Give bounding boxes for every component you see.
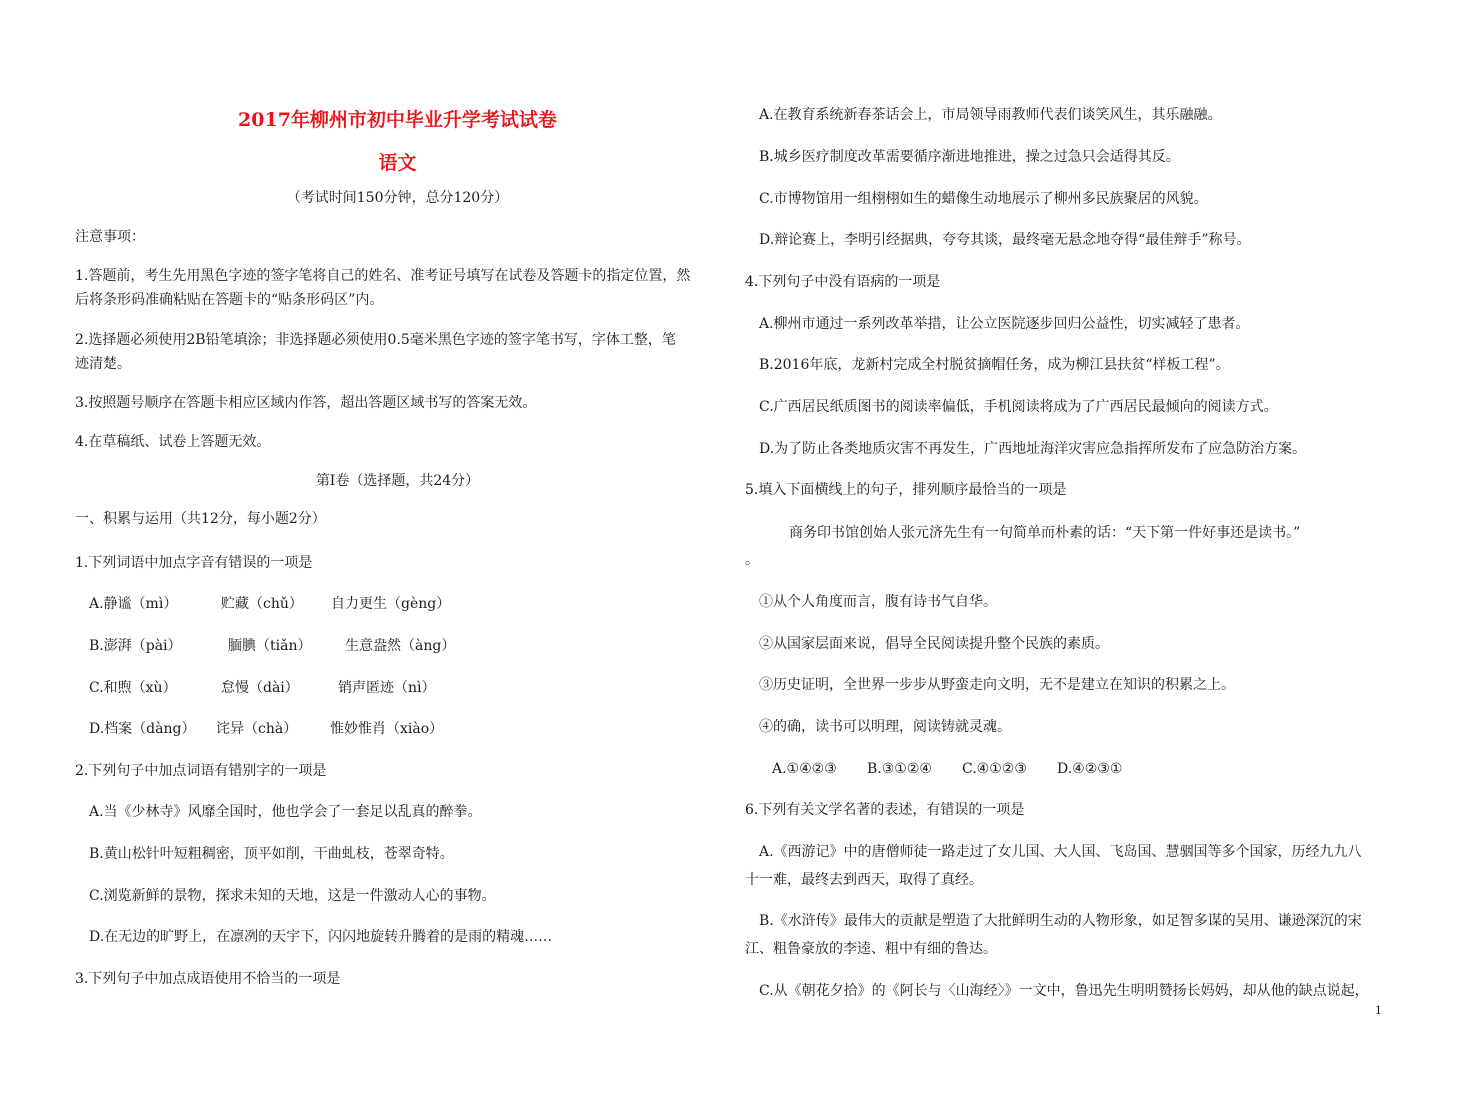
q2-option-a: A.当《少林寺》风靡全国时，他也学会了一套足以乱真的醉拳。 xyxy=(89,804,482,820)
notice-item-2-line-2: 迹清楚。 xyxy=(75,356,131,372)
q1-b-word-2: 腼腆（tiǎn） xyxy=(228,638,312,654)
q6-stem: 6.下列有关文学名著的表述，有错误的一项是 xyxy=(745,802,1025,818)
q2-option-c: C.浏览新鲜的景物，探求未知的天地，这是一件激动人心的事物。 xyxy=(89,888,496,904)
q1-c-word-2: 怠慢（dài） xyxy=(221,680,299,696)
q1-b-word-3: 生意盎然（àng） xyxy=(345,638,456,654)
q1-d-word-3: 惟妙惟肖（xiào） xyxy=(330,721,444,737)
q5-sentence-4: ④的确，读书可以明理，阅读铸就灵魂。 xyxy=(759,719,1011,735)
q5-sentence-1: ①从个人角度而言，腹有诗书气自华。 xyxy=(759,594,997,610)
notice-item-4: 4.在草稿纸、试卷上答题无效。 xyxy=(75,434,271,450)
exam-title: 2017年柳州市初中毕业升学考试试卷 xyxy=(238,109,557,131)
notice-item-3: 3.按照题号顺序在答题卡相应区域内作答，超出答题区域书写的答案无效。 xyxy=(75,395,537,411)
q2-option-b: B.黄山松针叶短粗稠密，顶平如削，干曲虬枝，苍翠奇特。 xyxy=(89,846,454,862)
notice-item-1-line-2: 后将条形码准确粘贴在答题卡的“贴条形码区”内。 xyxy=(75,292,384,308)
q6-option-c-line-1: C.从《朝花夕拾》的《阿长与〈山海经〉》一文中，鲁迅先生明明赞扬长妈妈，却从他的缺点说起， xyxy=(759,983,1369,999)
q3-stem: 3.下列句子中加点成语使用不恰当的一项是 xyxy=(75,971,341,987)
q4-option-c: C.广西居民纸质图书的阅读率偏低，手机阅读将成为了广西居民最倾向的阅读方式。 xyxy=(759,399,1278,415)
q1-a-word-1: A.静谧（mì） xyxy=(89,596,178,612)
subject-title: 语文 xyxy=(378,152,417,174)
q4-option-a: A.柳州市通过一系列改革举措，让公立医院逐步回归公益性，切实减轻了患者。 xyxy=(759,316,1250,332)
q5-option-c: C.④①②③ xyxy=(962,761,1027,777)
q1-d-word-1: D.档案（dàng） xyxy=(89,721,196,737)
q2-stem: 2.下列句子中加点词语有错别字的一项是 xyxy=(75,763,327,779)
q1-option-a xyxy=(89,594,450,614)
page-number: 1 xyxy=(1375,1004,1382,1017)
q4-option-b: B.2016年底，龙新村完成全村脱贫摘帽任务，成为柳江县扶贫“样板工程”。 xyxy=(759,357,1230,373)
q2-option-d: D.在无边的旷野上，在凛冽的天宇下，闪闪地旋转升腾着的是雨的精魂…… xyxy=(89,929,553,945)
q1-option-c xyxy=(89,678,436,698)
q1-b-word-1: B.澎湃（pài） xyxy=(89,638,182,654)
q1-c-word-1: C.和煦（xù） xyxy=(89,680,177,696)
q5-stem: 5.填入下面横线上的句子，排列顺序最恰当的一项是 xyxy=(745,482,1067,498)
notice-heading: 注意事项： xyxy=(75,229,145,245)
q5-options xyxy=(772,759,1122,779)
q1-option-b xyxy=(89,636,455,656)
q1-a-word-3: 自力更生（gèng） xyxy=(331,596,451,612)
q5-option-a: A.①④②③ xyxy=(772,761,837,777)
q5-blank-end: 。 xyxy=(745,552,759,568)
q3-option-c: C.市博物馆用一组栩栩如生的蜡像生动地展示了柳州多民族聚居的风貌。 xyxy=(759,191,1208,207)
q5-sentence-2: ②从国家层面来说，倡导全民阅读提升整个民族的素质。 xyxy=(759,636,1109,652)
q6-option-a-line-1: A.《西游记》中的唐僧师徒一路走过了女儿国、大人国、飞岛国、慧骃国等多个国家，历经九九八 xyxy=(759,844,1362,860)
q6-option-b-line-2: 江、粗鲁豪放的李逵、粗中有细的鲁达。 xyxy=(745,941,997,957)
q1-d-word-2: 诧异（chà） xyxy=(216,721,298,737)
q6-option-a-line-2: 十一难，最终去到西天，取得了真经。 xyxy=(745,872,983,888)
section-heading: 一、积累与运用（共12分，每小题2分） xyxy=(75,511,326,527)
q1-stem: 1.下列词语中加点字音有错误的一项是 xyxy=(75,555,313,571)
q3-option-b: B.城乡医疗制度改革需要循序渐进地推进，操之过急只会适得其反。 xyxy=(759,149,1180,165)
exam-info: （考试时间150分钟，总分120分） xyxy=(286,190,509,206)
q5-option-b: B.③①②④ xyxy=(867,761,932,777)
q6-option-b-line-1: B.《水浒传》最伟大的贡献是塑造了大批鲜明生动的人物形象，如足智多谋的吴用、谦逊深沉的宋 xyxy=(759,913,1362,929)
q5-option-d: D.④②③① xyxy=(1057,761,1123,777)
q3-option-a: A.在教育系统新春茶话会上，市局领导雨教师代表们谈笑风生，其乐融融。 xyxy=(759,107,1222,123)
q1-a-word-2: 贮藏（chǔ） xyxy=(221,596,303,612)
q4-option-d: D.为了防止各类地质灾害不再发生，广西地址海洋灾害应急指挥所发布了应急防治方案。 xyxy=(759,441,1307,457)
notice-item-1-line-1: 1.答题前，考生先用黑色字迹的签字笔将自己的姓名、准考证号填写在试卷及答题卡的指定位置，然 xyxy=(75,268,691,284)
q5-passage: 商务印书馆创始人张元济先生有一句简单而朴素的话：“天下第一件好事还是读书。” xyxy=(789,525,1301,541)
q1-c-word-3: 销声匿迹（nì） xyxy=(338,680,436,696)
q1-option-d xyxy=(89,719,443,739)
q3-option-d: D.辩论赛上，李明引经据典，夸夸其谈，最终毫无悬念地夺得“最佳辩手”称号。 xyxy=(759,232,1251,248)
part-title: 第Ⅰ卷（选择题，共24分） xyxy=(315,473,480,489)
notice-item-2-line-1: 2.选择题必须使用2B铅笔填涂；非选择题必须使用0.5毫米黑色字迹的签字笔书写，字体工整，笔 xyxy=(75,332,676,348)
q4-stem: 4.下列句子中没有语病的一项是 xyxy=(745,274,941,290)
q5-sentence-3: ③历史证明，全世界一步步从野蛮走向文明，无不是建立在知识的积累之上。 xyxy=(759,677,1235,693)
